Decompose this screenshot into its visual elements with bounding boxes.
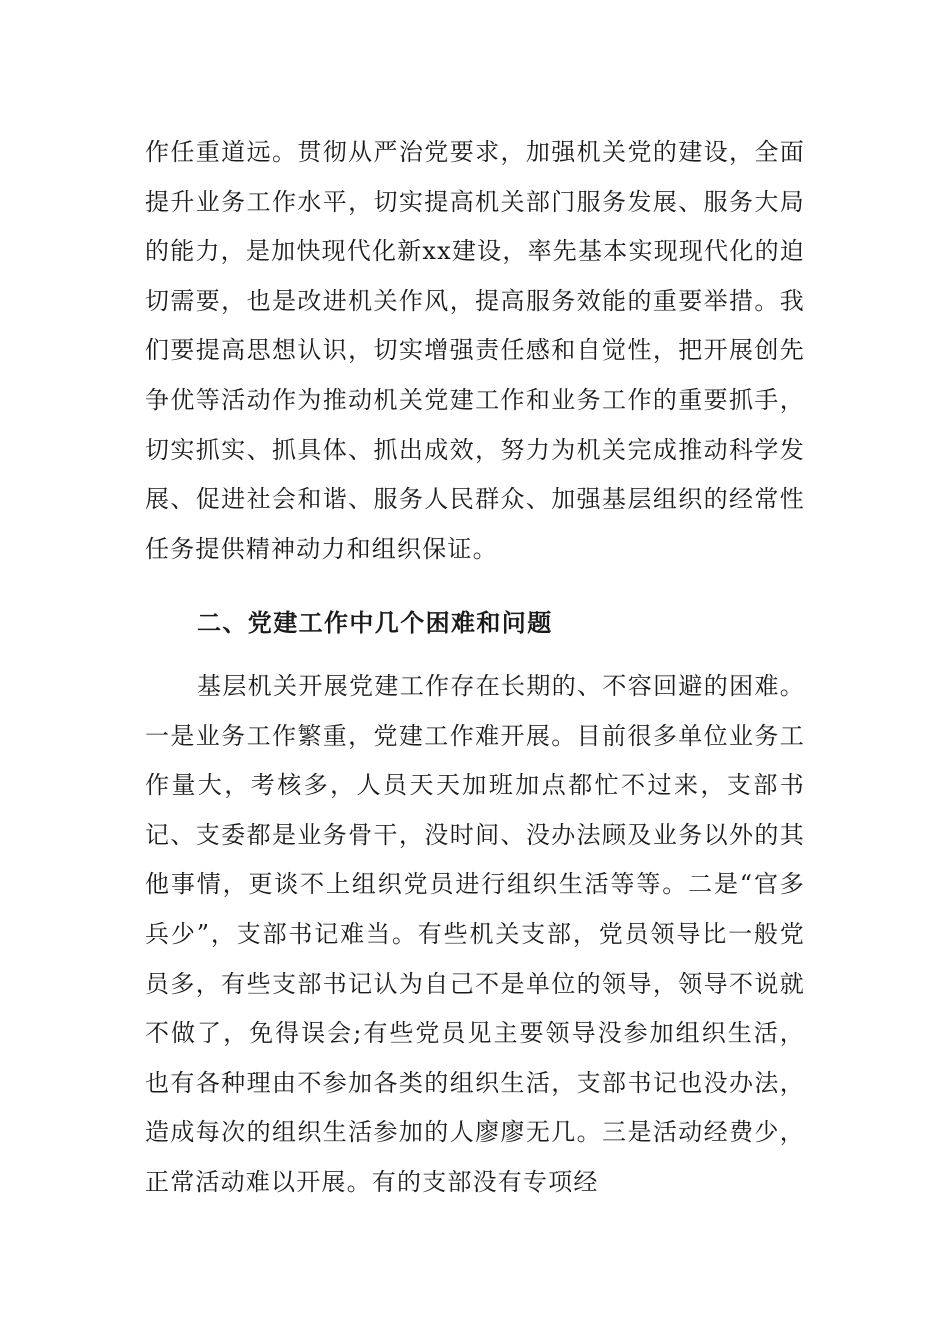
paragraph-spacer xyxy=(145,574,805,598)
document-body xyxy=(145,128,805,1207)
body-paragraph-difficulties: 基层机关开展党建工作存在长期的、不容回避的困难。一是业务工作繁重，党建工作难开展。目前很多单位业务工作量大，考核多，人员天天加班加点都忙不过来，支部书记、支委都是业务骨干，没时间、没办法顾及业务以外的其他事情，更谈不上组织党员进行组织生活等等。二是“官多兵少”，支部书记难当。有些机关支部，党员领导比一般党员多，有些支部书记认为自己不是单位的领导，领导不说就不做了，免得误会;有些党员见主要领导没参加组织生活，也有各种理由不参加各类的组织生活，支部书记也没办法，造成每次的组织生活参加的人廖廖无几。三是活动经费少，正常活动难以开展。有的支部没有专项经 xyxy=(145,671,805,1196)
heading-spacer xyxy=(145,648,805,662)
body-paragraph-continuation: 作任重道远。贯彻从严治党要求，加强机关党的建设，全面提升业务工作水平，切实提高机关部门服务发展、服务大局的能力，是加快现代化新xx建设，率先基本实现现代化的迫切需要，也是改进机关作风，提高服务效能的重要举措。我们要提高思想认识，切实增强责任感和自觉性，把开展创先争优等活动作为推动机关党建工作和业务工作的重要抓手，切实抓实、抓具体、抓出成效，努力为机关完成推动科学发展、促进社会和谐、服务人民群众、加强基层组织的经常性任务提供精神动力和组织保证。 xyxy=(145,138,805,563)
section-heading: 二、党建工作中几个困难和问题 xyxy=(197,608,553,638)
